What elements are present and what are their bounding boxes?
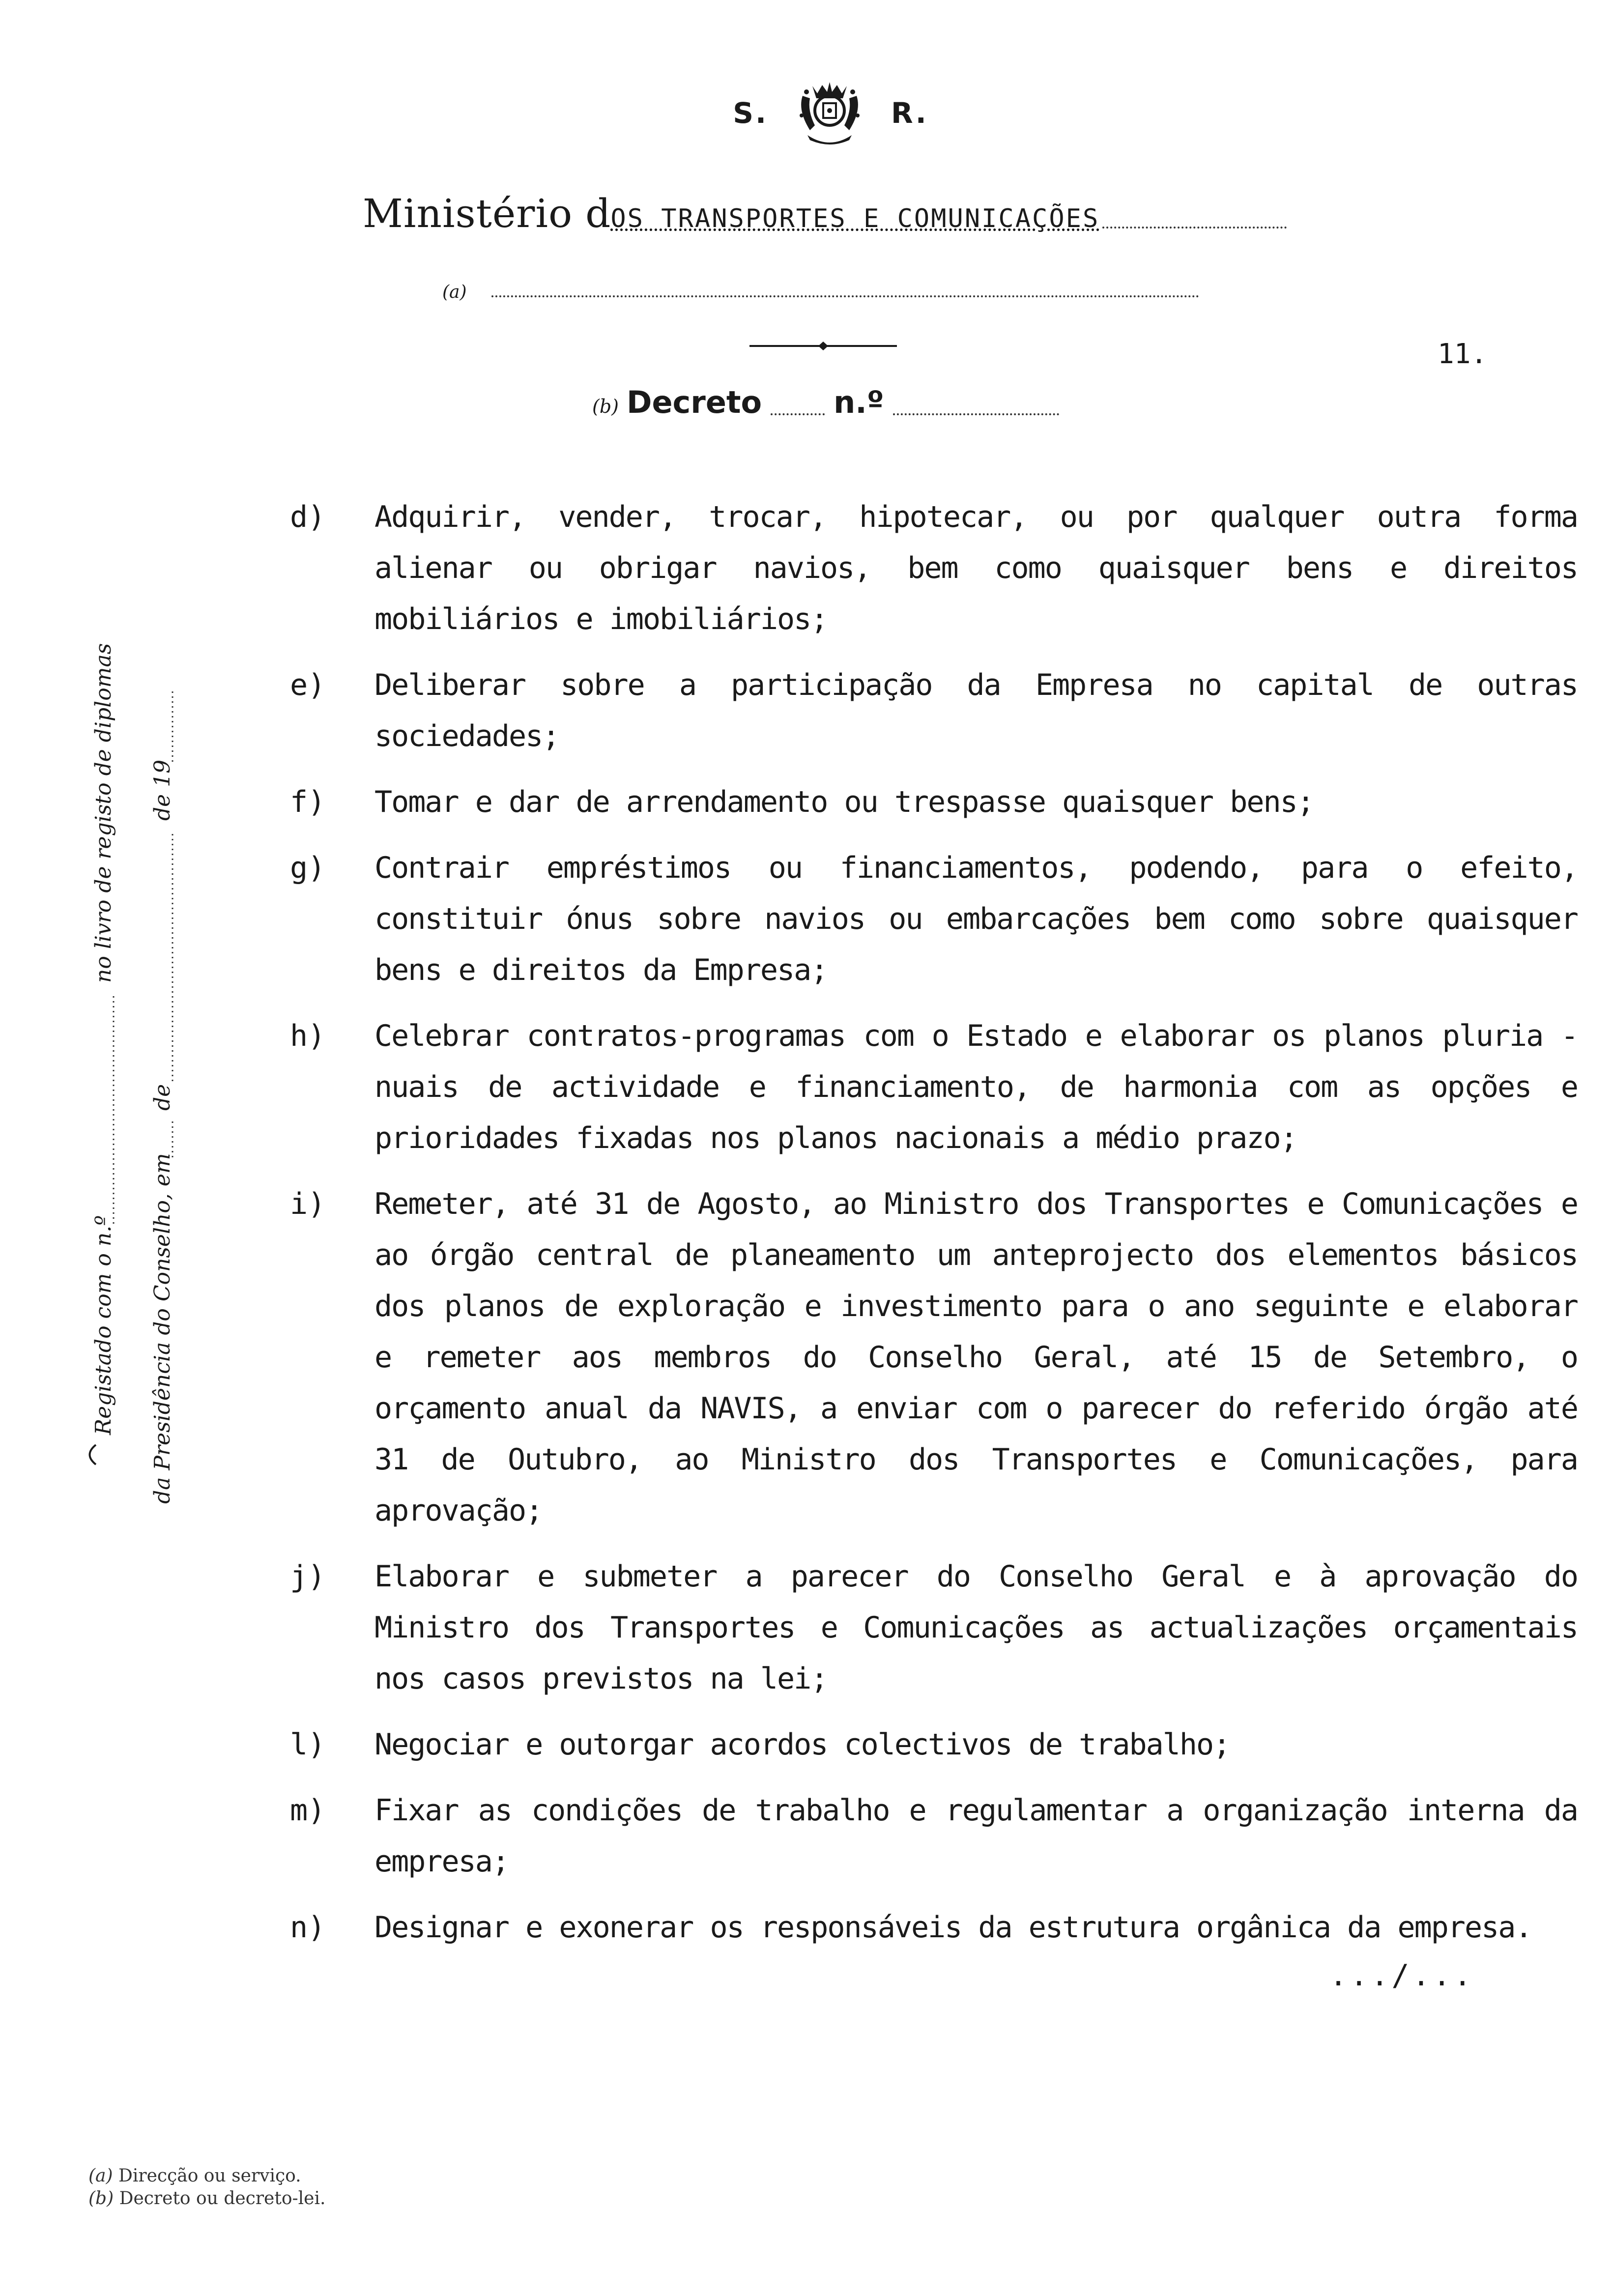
item-label: m) — [290, 1793, 326, 1828]
ministry-connector: d — [585, 191, 611, 236]
item-label: l) — [290, 1727, 326, 1762]
header-left-letter: S. — [733, 96, 769, 130]
item-label: i) — [290, 1187, 326, 1221]
list-item — [290, 1785, 1578, 1887]
item-label: n) — [290, 1910, 326, 1945]
footnote-b-mark: (b) — [88, 2188, 114, 2209]
footnote-a-mark: (a) — [88, 2166, 113, 2186]
service-mark: (a) — [442, 282, 467, 302]
state-header — [703, 74, 958, 152]
list-item — [290, 660, 1578, 762]
bracket-mark-icon — [90, 1445, 96, 1464]
decree-word: Decreto — [626, 384, 762, 420]
margin-line1-tail: no livro de registo de diplomas — [91, 643, 116, 983]
margin-line2-tail: de 19 — [150, 759, 175, 821]
ministry-title: Ministério — [363, 191, 573, 236]
item-label: j) — [290, 1559, 326, 1594]
continuation-marker: .../... — [1329, 1958, 1474, 1993]
item-text: Celebrar contratos-programas com o Estado e elaborar os planos pluria - nuais de actividade e financiamento, de harmonia com as opções e prioridades fixadas nos planos nacionais a médio prazo; — [374, 1019, 1578, 1155]
margin-line2: da Presidência do Conselho, em — [150, 1153, 175, 1504]
decree-number-label: n.º — [834, 384, 884, 420]
list-item — [290, 842, 1578, 996]
footnote-a-text: Direcção ou serviço. — [118, 2166, 301, 2186]
service-line — [442, 268, 1199, 302]
item-label: g) — [290, 851, 326, 885]
ministry-name: OS TRANSPORTES E COMUNICAÇÕES — [610, 204, 1100, 233]
coat-of-arms-icon — [788, 76, 871, 150]
item-text: Fixar as condições de trabalho e regulamentar a organização interna da empresa; — [374, 1793, 1578, 1879]
list-item — [290, 491, 1578, 645]
dotted-leader — [1102, 227, 1287, 229]
item-label: f) — [290, 785, 326, 819]
footnotes — [88, 2165, 325, 2210]
footnote-b-text: Decreto ou decreto-lei. — [119, 2188, 326, 2209]
list-item — [290, 1902, 1578, 1953]
powers-list — [290, 491, 1578, 1968]
list-item — [290, 1551, 1578, 1704]
item-text: Negociar e outorgar acordos colectivos de trabalho; — [374, 1727, 1230, 1762]
item-text: Tomar e dar de arrendamento ou trespasse quaisquer bens; — [374, 785, 1314, 819]
item-text: Deliberar sobre a participação da Empresa no capital de outras sociedades; — [374, 668, 1578, 753]
item-text: Elaborar e submeter a parecer do Conselho Geral e à aprovação do Ministro dos Transportes e Comunicações as actualizações orçamentais nos casos previstos na lei; — [374, 1559, 1578, 1696]
margin-line1: Registado com o n.º — [91, 1215, 116, 1435]
item-label: h) — [290, 1019, 326, 1053]
item-text: Designar e exonerar os responsáveis da estrutura orgânica da empresa. — [374, 1910, 1532, 1945]
decree-mark: (b) — [592, 396, 619, 417]
dotted-leader — [491, 295, 1199, 297]
list-item — [290, 1719, 1578, 1770]
ministry-line — [363, 174, 1287, 236]
item-text: Contrair empréstimos ou financiamentos, podendo, para o efeito, constituir ónus sobre navios ou embarcações bem como sobre quaisquer bens e direitos da Empresa; — [374, 851, 1578, 987]
margin-register-note — [69, 590, 197, 1523]
footnote-a — [88, 2165, 325, 2187]
list-item — [290, 776, 1578, 828]
list-item — [290, 1178, 1578, 1536]
item-label: d) — [290, 500, 326, 534]
item-text: Remeter, até 31 de Agosto, ao Ministro dos Transportes e Comunicações e ao órgão central de planeamento um anteprojecto dos elementos básicos dos planos de exploração e investimento para o ano seguinte e elaborar e remeter aos membros do Conselho Geral, até 15 de Setembro, o orçamento anual da NAVIS, a enviar com o parecer do referido órgão até 31 de Outubro, ao Ministro dos Transportes e Comunicações, para aprovação; — [374, 1187, 1578, 1528]
item-text: Adquirir, vender, trocar, hipotecar, ou por qualquer outra forma alienar ou obrigar navios, bem como quaisquer bens e direitos mobiliários e imobiliários; — [374, 500, 1578, 636]
dotted-leader — [893, 413, 1059, 415]
page-number: 11. — [1438, 338, 1488, 370]
separator-ornament — [749, 341, 897, 351]
list-item — [290, 1010, 1578, 1164]
item-label: e) — [290, 668, 326, 702]
footnote-b — [88, 2187, 325, 2210]
decree-line — [592, 381, 1059, 420]
dotted-leader — [771, 413, 825, 415]
header-right-letter: R. — [891, 96, 928, 130]
margin-line2-mid: de — [150, 1084, 175, 1111]
